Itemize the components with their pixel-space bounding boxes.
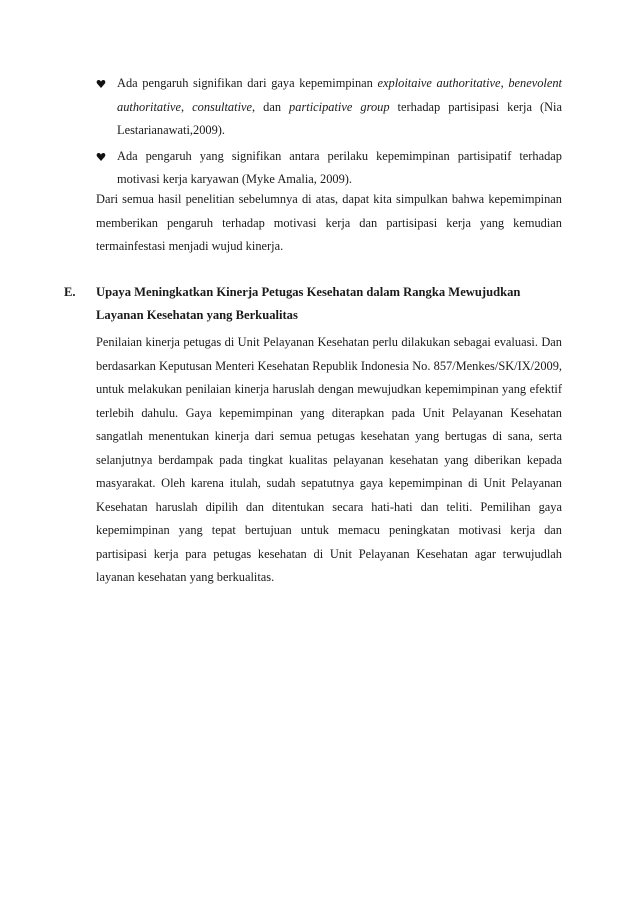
bullet-item — [96, 145, 562, 192]
bullet-text: Ada pengaruh yang signifikan antara perilaku kepemimpinan partisipatif terhadap motivasi kerja karyawan (Myke Amalia, 2009). — [117, 148, 562, 186]
section-letter: E. — [64, 285, 76, 299]
heart-icon — [96, 79, 106, 89]
section-heading — [64, 281, 564, 327]
section-body-paragraph: Penilaian kinerja petugas di Unit Pelayanan Kesehatan perlu dilakukan sebagai evaluasi. Dan berdasarkan Keputusan Menteri Kesehatan Republik Indonesia No. 857/Menkes/SK/IX/2009, untuk melakukan penilaian kinerja haruslah dengan mewujudkan kepemimpinan yang efektif terlebih dahulu. Gaya kepemimpinan yang diterapkan pada Unit Pelayanan Kesehatan sangatlah menentukan kinerja dari semua petugas kesehatan yang bertugas di sana, serta selanjutnya berdampak pada tingkat kualitas pelayanan kesehatan yang diberikan kepada masyarakat. Oleh karena itulah, sudah sepatutnya gaya kepemimpinan di Unit Pelayanan Kesehatan haruslah dipilih dan ditentukan secara hati-hati dan teliti. Pemilihan gaya kepemimpinan yang tepat bertujuan untuk memacu peningkatan motivasi kerja dan partisipasi kerja para petugas kesehatan di Unit Pelayanan Kesehatan agar terwujudlah layanan kesehatan yang berkualitas. — [96, 335, 562, 584]
bullet-item — [96, 72, 562, 143]
heart-icon — [96, 152, 106, 162]
section-title: Upaya Meningkatkan Kinerja Petugas Kesehatan dalam Rangka Mewujudkan Layanan Kesehatan yang Berkualitas — [96, 285, 521, 322]
bullet-list — [96, 72, 562, 192]
summary-paragraph: Dari semua hasil penelitian sebelumnya di atas, dapat kita simpulkan bahwa kepemimpinan memberikan pengaruh terhadap motivasi kerja dan partisipasi kerja yang kemudian termainfestasi menjadi wujud kinerja. — [96, 192, 562, 253]
bullet-text: Ada pengaruh signifikan dari gaya kepemimpinan exploitaive authoritative, benevolent authoritative, consultative, dan participative group terhadap partisipasi kerja (Nia Lestarianawati,2009). — [117, 76, 562, 137]
